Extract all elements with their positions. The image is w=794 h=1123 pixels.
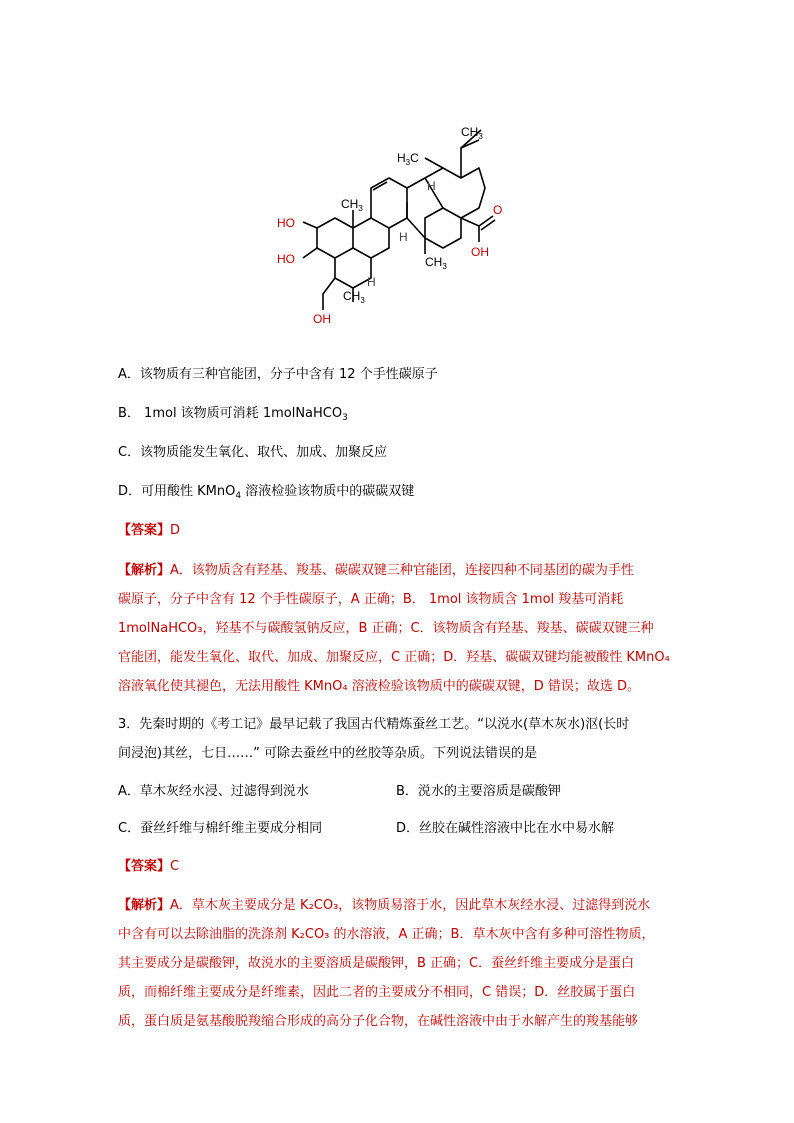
- q2-analysis-line-0: 【解析】A．该物质含有羟基、羧基、碳碳双键三种官能团，连接四种不同基团的碳为手性: [118, 563, 634, 578]
- q3-options-row-2: [118, 820, 678, 838]
- mol-me2-label: $CH_3$: [425, 255, 447, 271]
- mol-h3c-label: $H_3C$: [397, 151, 419, 167]
- q3-analysis-line-1: 中含有可以去除油脂的洗涤剂 K₂CO₃ 的水溶液，A 正确；B．草木灰中含有多种可溶性物质，: [118, 927, 655, 942]
- mol-cooh-o-label: O: [493, 203, 503, 217]
- q2-option-b: B． 1mol 该物质可消耗 1molNaHCO$_3$: [118, 406, 348, 423]
- mol-me1-label: $CH_3$: [341, 197, 363, 213]
- q3-stem: [118, 710, 678, 768]
- mol-h-c-label: H: [367, 275, 376, 289]
- mol-me3-label: $CH_3$: [343, 289, 365, 305]
- q2-analysis-line-2: 1molNaHCO₃，羟基不与碳酸氢钠反应，B 正确；C．该物质含有羟基、羧基、碳碳双键三种: [118, 621, 654, 636]
- q3-analysis-line-0: 【解析】A．草木灰主要成分是 K₂CO₃，该物质易溶于水，因此草木灰经水浸、过滤得到涚水: [118, 898, 651, 913]
- q3-option-d: D．丝胶在碱性溶液中比在水中易水解: [396, 821, 615, 836]
- q3-analysis-line-3: 质，而棉纤维主要成分是纤维素，因此二者的主要成分不相同，C 错误；D．丝胶属于蛋白: [118, 985, 636, 1000]
- q2-analysis: [118, 556, 678, 701]
- mol-h-a-label: H: [427, 179, 436, 193]
- q3-analysis-line-4: 质，蛋白质是氨基酸脱羧缩合形成的高分子化合物，在碱性溶液中由于水解产生的羧基能够: [118, 1014, 639, 1029]
- mol-ho1-label: HO: [277, 216, 295, 230]
- q3-option-a: A．草木灰经水浸、过滤得到涚水: [118, 784, 309, 799]
- q2-option-d: D．可用酸性 KMnO$_4$ 溶液检验该物质中的碳碳双键: [118, 484, 415, 501]
- q2-option-c: C．该物质能发生氧化、取代、加成、加聚反应: [118, 445, 388, 460]
- q2-option-a: A．该物质有三种官能团，分子中含有 12 个手性碳原子: [118, 367, 438, 382]
- mol-oh3-label: OH: [313, 312, 331, 326]
- q3-stem-line-1: 间浸泡)其丝，七日……” 可除去蚕丝中的丝胶等杂质。下列说法错误的是: [118, 746, 537, 761]
- q2-analysis-line-1: 碳原子，分子中含有 12 个手性碳原子，A 正确；B． 1mol 该物质含 1mol 羧基可消耗: [118, 592, 624, 607]
- q2-answer: 【答案】D: [118, 523, 181, 538]
- q2-analysis-line-4: 溶液氧化使其褪色，无法用酸性 KMnO₄ 溶液检验该物质中的碳碳双键，D 错误；故选 D。: [118, 679, 640, 694]
- q3-option-b: B．涚水的主要溶质是碳酸钾: [396, 784, 561, 799]
- molecule-drawing: [275, 118, 515, 330]
- mol-h-b-label: H: [399, 230, 408, 244]
- q2-analysis-line-3: 官能团，能发生氧化、取代、加成、加聚反应，C 正确；D．羟基、碳碳双键均能被酸性 KMnO₄: [118, 650, 670, 665]
- mol-ho2-label: HO: [277, 252, 295, 266]
- mol-ch3-top-label: $CH_3$: [461, 125, 483, 141]
- q3-answer: 【答案】C: [118, 859, 180, 874]
- q3-options-row-1: [118, 783, 678, 801]
- molecule-structure: [275, 118, 515, 330]
- q3-stem-line-0: 3．先秦时期的《考工记》最早记载了我国古代精炼蚕丝工艺。“以涚水(草木灰水)沤(长时: [118, 717, 630, 732]
- q3-analysis: [118, 891, 678, 1036]
- q3-option-c: C．蚕丝纤维与棉纤维主要成分相同: [118, 821, 323, 836]
- mol-cooh-oh-label: OH: [471, 245, 489, 259]
- q3-analysis-line-2: 其主要成分是碳酸钾，故涚水的主要溶质是碳酸钾，B 正确；C．蚕丝纤维主要成分是蛋白: [118, 956, 635, 971]
